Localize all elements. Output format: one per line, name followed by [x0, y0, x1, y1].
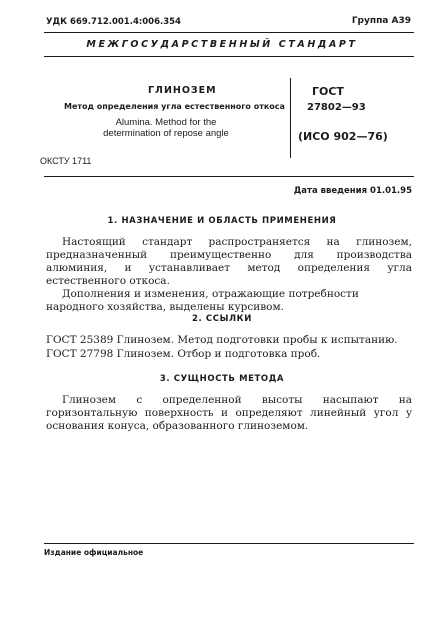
gost-number: 27802—93	[307, 102, 366, 113]
reference-item: ГОСТ 27798 Глинозем. Отбор и подготовка проб.	[46, 348, 321, 360]
group-code: Группа А39	[351, 16, 411, 26]
section-paragraph: Глинозем с определенной высоты насыпают на горизонтальную поверхность и определяют линейный угол у основания конуса, образованного глиноземом.	[46, 394, 412, 432]
udk-code: УДК 669.712.001.4:006.354	[46, 17, 181, 27]
section-paragraph: Настоящий стандарт распространяется на глинозем, предназначенный преимущественно для производства алюминия, и устанавливает метод определения угла естественного откоса.	[46, 236, 412, 287]
effective-date: Дата введения 01.01.95	[293, 186, 412, 196]
section-heading-method-essence: 3. СУЩНОСТЬ МЕТОДА	[159, 374, 285, 384]
document-title-en: Alumina. Method for the determination of repose angle	[103, 117, 229, 139]
reference-item: ГОСТ 25389 Глинозем. Метод подготовки пробы к испытанию.	[46, 334, 398, 346]
footer-rule	[44, 543, 414, 544]
okstu-code: ОКСТУ 1711	[40, 156, 92, 166]
gost-label: ГОСТ	[312, 85, 344, 98]
header-rule-top	[44, 32, 414, 33]
title-block-rule	[44, 176, 414, 177]
document-title-ru: ГЛИНОЗЕМ	[148, 85, 217, 96]
header-rule-bottom	[44, 56, 414, 57]
section-heading-scope: 1. НАЗНАЧЕНИЕ И ОБЛАСТЬ ПРИМЕНЕНИЯ	[107, 216, 337, 226]
section-paragraph: Дополнения и изменения, отражающие потребности народного хозяйства, выделены курсивом.	[46, 288, 359, 313]
interstate-standard-heading: МЕЖГОСУДАРСТВЕННЫЙ СТАНДАРТ	[86, 39, 358, 50]
title-block-divider	[290, 78, 291, 158]
section-heading-references: 2. ССЫЛКИ	[192, 314, 252, 324]
document-subtitle-ru: Метод определения угла естественного откоса	[64, 102, 285, 111]
iso-reference: (ИСО 902—76)	[298, 130, 388, 143]
official-edition-label: Издание официальное	[44, 548, 144, 557]
